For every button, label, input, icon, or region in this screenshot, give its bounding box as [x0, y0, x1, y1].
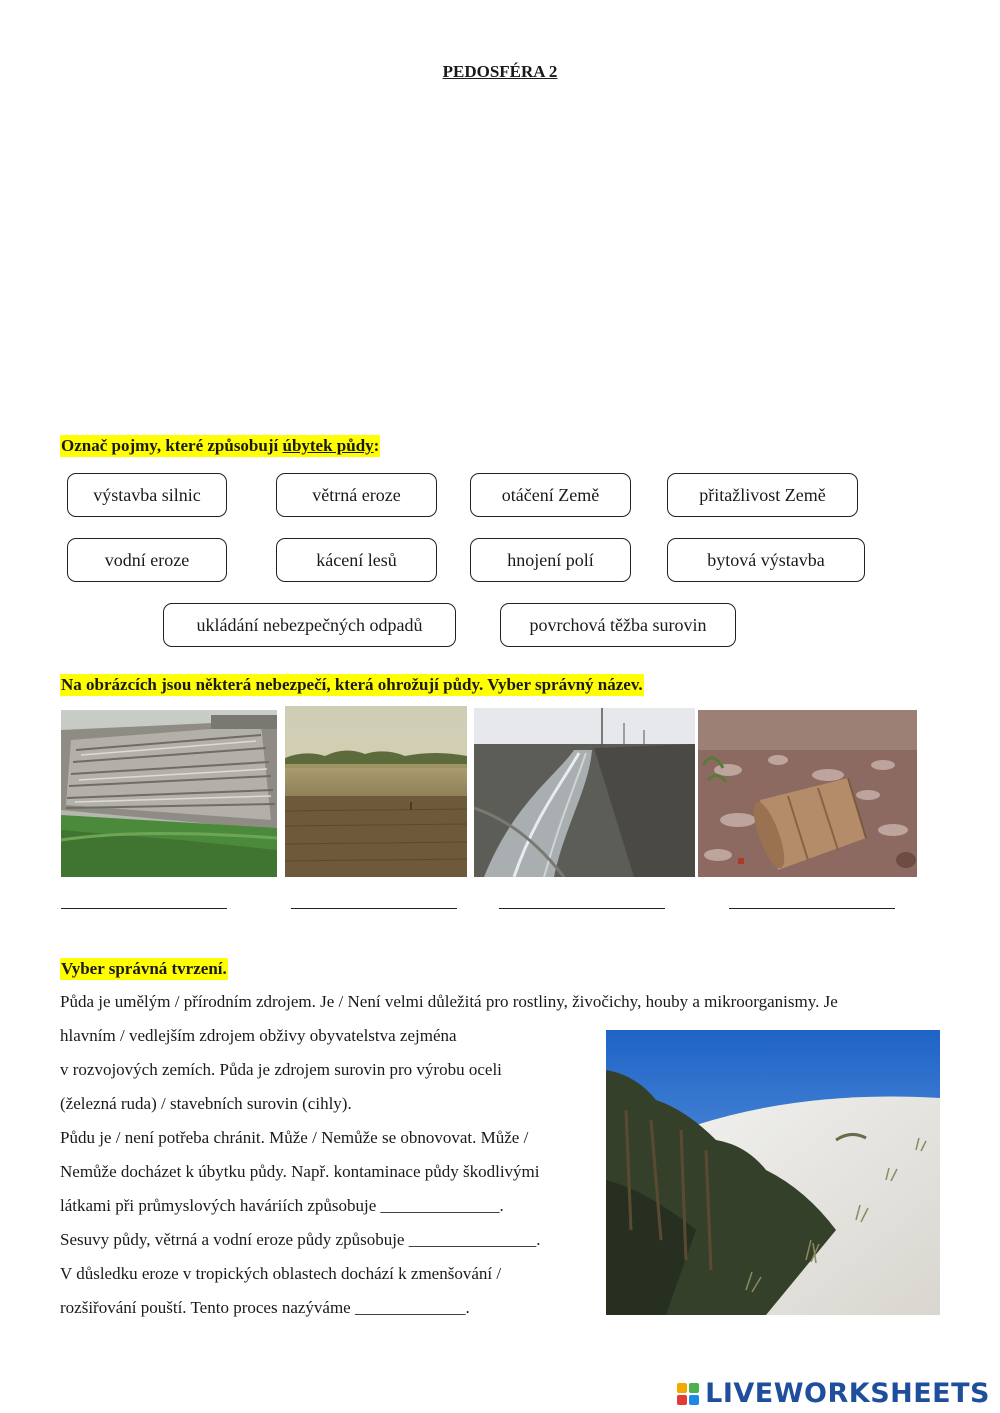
- text-line-3: v rozvojových zemích. Půda je zdrojem surovin pro výrobu oceli: [60, 1060, 502, 1079]
- option-kaceni-lesu[interactable]: kácení lesů: [276, 538, 437, 582]
- photo-water-erosion: [474, 708, 695, 877]
- task1-heading-post: :: [373, 436, 380, 455]
- task2-heading: Na obrázcích jsou některá nebezpečí, která ohrožují půdy. Vyber správný název.: [61, 675, 643, 694]
- option-ukladani-odpadu[interactable]: ukládání nebezpečných odpadů: [163, 603, 456, 647]
- option-otaceni-zeme[interactable]: otáčení Země: [470, 473, 631, 517]
- text-line-10: rozšiřování pouští. Tento proces nazýváme _____________.: [60, 1298, 470, 1317]
- liveworksheets-logo-text: LIVEWORKSHEETS: [705, 1378, 990, 1409]
- text-line-4: (železná ruda) / stavebních surovin (cihly).: [60, 1094, 352, 1113]
- option-hnojeni-poli[interactable]: hnojení polí: [470, 538, 631, 582]
- option-vystavba-silnic[interactable]: výstavba silnic: [67, 473, 227, 517]
- option-vodni-eroze[interactable]: vodní eroze: [67, 538, 227, 582]
- task3-heading: Vyber správná tvrzení.: [61, 959, 227, 978]
- photo-sand-dune: [606, 1030, 940, 1315]
- text-line-5: Půdu je / není potřeba chránit. Může / Nemůže se obnovovat. Může /: [60, 1128, 529, 1147]
- photo-hazardous-waste: [698, 710, 917, 877]
- text-line-8: Sesuvy půdy, větrná a vodní eroze půdy způsobuje _______________.: [60, 1230, 541, 1249]
- text-line-9: V důsledku eroze v tropických oblastech dochází k zmenšování /: [60, 1264, 502, 1283]
- answer-line-1[interactable]: [61, 908, 227, 909]
- option-vetrna-eroze[interactable]: větrná eroze: [276, 473, 437, 517]
- liveworksheets-logo-icon: [677, 1383, 699, 1405]
- option-povrchova-tezba[interactable]: povrchová těžba surovin: [500, 603, 736, 647]
- page-title: PEDOSFÉRA 2: [442, 62, 558, 81]
- answer-line-3[interactable]: [499, 908, 665, 909]
- task1-heading: [60, 435, 380, 457]
- option-pritazlivost-zeme[interactable]: přitažlivost Země: [667, 473, 858, 517]
- task1-heading-pre: Označ pojmy, které způsobují: [61, 436, 283, 455]
- photo-wind-erosion: [285, 706, 467, 877]
- text-line-1: Půda je umělým / přírodním zdrojem. Je / Není velmi důležitá pro rostliny, živočichy, houby a mikroorganismy. Je: [60, 992, 838, 1011]
- liveworksheets-logo: [677, 1378, 990, 1409]
- text-line-7: látkami při průmyslových haváriích způsobuje ______________.: [60, 1196, 504, 1215]
- option-bytova-vystavba[interactable]: bytová výstavba: [667, 538, 865, 582]
- answer-line-2[interactable]: [291, 908, 457, 909]
- task1-heading-underlined: úbytek půdy: [282, 436, 374, 455]
- answer-line-4[interactable]: [729, 908, 895, 909]
- photo-open-pit-mine: [61, 710, 277, 877]
- text-line-2: hlavním / vedlejším zdrojem obživy obyvatelstva zejména: [60, 1026, 457, 1045]
- text-line-6: Nemůže docházet k úbytku půdy. Např. kontaminace půdy škodlivými: [60, 1162, 540, 1181]
